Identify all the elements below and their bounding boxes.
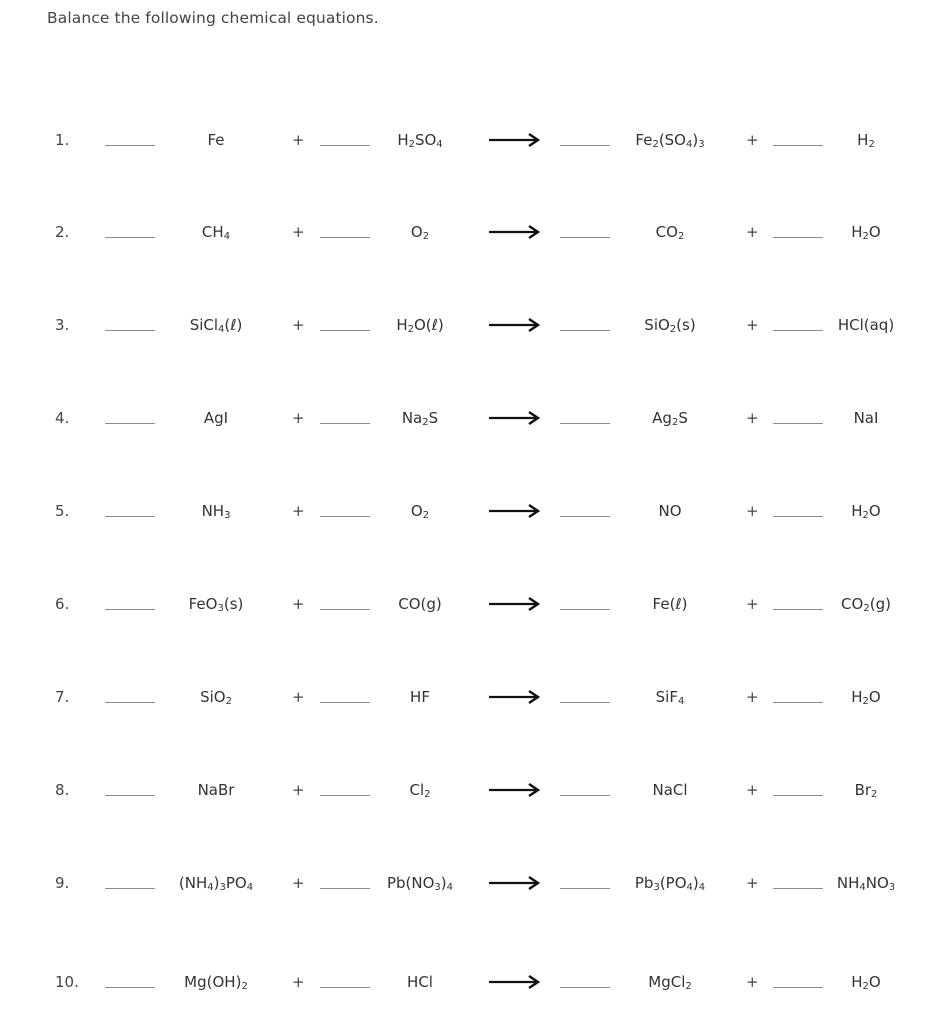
coefficient-blank-3[interactable] (560, 423, 610, 424)
equation-number: 2. (55, 223, 70, 241)
right-arrow-icon (489, 597, 541, 611)
coefficient-blank-2[interactable] (320, 423, 370, 424)
plus-sign: + (292, 781, 305, 799)
coefficient-blank-3[interactable] (560, 516, 610, 517)
coefficient-blank-3[interactable] (560, 609, 610, 610)
plus-sign: + (292, 131, 305, 149)
coefficient-blank-4[interactable] (773, 330, 823, 331)
equation-number: 5. (55, 502, 70, 520)
product-1: $Ag_2S$ (652, 409, 688, 428)
coefficient-blank-1[interactable] (105, 987, 155, 988)
coefficient-blank-4[interactable] (773, 237, 823, 238)
coefficient-blank-2[interactable] (320, 145, 370, 146)
coefficient-blank-3[interactable] (560, 237, 610, 238)
product-2: $Br_2$ (854, 781, 878, 800)
right-arrow-icon (489, 783, 541, 797)
coefficient-blank-3[interactable] (560, 795, 610, 796)
coefficient-blank-3[interactable] (560, 888, 610, 889)
equation-row-1 (0, 125, 934, 155)
equation-number: 7. (55, 688, 70, 706)
coefficient-blank-4[interactable] (773, 609, 823, 610)
equation-number: 6. (55, 595, 70, 613)
reactant-1: $CH_4$ (201, 223, 231, 242)
coefficient-blank-3[interactable] (560, 145, 610, 146)
product-1: $CO_2$ (655, 223, 685, 242)
reactant-2: $Cl_2$ (409, 781, 431, 800)
product-1: $Fe_2(SO_4)_3$ (635, 131, 705, 150)
reactant-1: FeO$_3$(s) (188, 595, 244, 614)
coefficient-blank-2[interactable] (320, 795, 370, 796)
right-arrow-icon (489, 411, 541, 425)
equation-number: 3. (55, 316, 70, 334)
reactant-2: HCl (407, 973, 433, 991)
reactant-1: $(NH_4)_3PO_4$ (178, 874, 254, 893)
plus-sign: + (746, 688, 759, 706)
coefficient-blank-2[interactable] (320, 516, 370, 517)
product-1: SiF$_4$ (655, 688, 685, 707)
equation-row-9 (0, 868, 934, 898)
coefficient-blank-3[interactable] (560, 987, 610, 988)
equation-number: 8. (55, 781, 70, 799)
plus-sign: + (292, 223, 305, 241)
right-arrow-icon (489, 318, 541, 332)
plus-sign: + (746, 223, 759, 241)
product-2: $H_2O$ (851, 502, 881, 521)
coefficient-blank-2[interactable] (320, 330, 370, 331)
reactant-2: HF (410, 688, 430, 706)
reactant-1: $Mg(OH)_2$ (184, 973, 248, 992)
coefficient-blank-2[interactable] (320, 237, 370, 238)
coefficient-blank-2[interactable] (320, 888, 370, 889)
plus-sign: + (746, 409, 759, 427)
plus-sign: + (292, 409, 305, 427)
coefficient-blank-4[interactable] (773, 145, 823, 146)
plus-sign: + (746, 973, 759, 991)
coefficient-blank-1[interactable] (105, 888, 155, 889)
reactant-2: $O_2$ (410, 502, 430, 521)
product-2: HCl(aq) (837, 316, 895, 334)
plus-sign: + (746, 131, 759, 149)
right-arrow-icon (489, 975, 541, 989)
reactant-1: SiO$_2$ (200, 688, 232, 707)
equation-number: 10. (55, 973, 79, 991)
product-2: $H_2O$ (851, 223, 881, 242)
plus-sign: + (292, 502, 305, 520)
equation-row-4 (0, 403, 934, 433)
coefficient-blank-4[interactable] (773, 423, 823, 424)
plus-sign: + (292, 316, 305, 334)
coefficient-blank-3[interactable] (560, 702, 610, 703)
equation-row-3 (0, 310, 934, 340)
right-arrow-icon (489, 690, 541, 704)
product-2: NaI (853, 409, 879, 427)
reactant-1: AgI (203, 409, 229, 427)
coefficient-blank-1[interactable] (105, 145, 155, 146)
coefficient-blank-2[interactable] (320, 702, 370, 703)
coefficient-blank-2[interactable] (320, 987, 370, 988)
plus-sign: + (292, 688, 305, 706)
product-2: $H_2O$ (851, 688, 881, 707)
right-arrow-icon (489, 225, 541, 239)
product-1: $Pb_3(PO_4)_4$ (634, 874, 706, 893)
coefficient-blank-3[interactable] (560, 330, 610, 331)
product-1: MgCl$_2$ (648, 973, 692, 992)
coefficient-blank-1[interactable] (105, 609, 155, 610)
product-1: SiO$_2$(s) (644, 316, 696, 335)
product-1: Fe(ℓ) (652, 595, 688, 613)
equation-row-2 (0, 217, 934, 247)
product-1: NO (658, 502, 682, 520)
coefficient-blank-4[interactable] (773, 888, 823, 889)
coefficient-blank-1[interactable] (105, 795, 155, 796)
plus-sign: + (292, 874, 305, 892)
right-arrow-icon (489, 504, 541, 518)
right-arrow-icon (489, 133, 541, 147)
plus-sign: + (292, 973, 305, 991)
product-2: $NH_4NO_3$ (836, 874, 896, 893)
reactant-2: $Pb(NO_3)_4$ (386, 874, 454, 893)
instructions: Balance the following chemical equations. (47, 9, 379, 27)
plus-sign: + (292, 595, 305, 613)
reactant-2: $O_2$ (410, 223, 430, 242)
reactant-2: $H_2SO_4$ (397, 131, 443, 150)
equation-number: 1. (55, 131, 70, 149)
reactant-1: Fe (207, 131, 225, 149)
equation-row-7 (0, 682, 934, 712)
product-2: $H_2$ (857, 131, 875, 150)
coefficient-blank-4[interactable] (773, 795, 823, 796)
reactant-1: NaBr (197, 781, 235, 799)
equation-row-6 (0, 589, 934, 619)
coefficient-blank-2[interactable] (320, 609, 370, 610)
reactant-1: $NH_3$ (201, 502, 231, 521)
coefficient-blank-1[interactable] (105, 423, 155, 424)
equation-number: 4. (55, 409, 70, 427)
plus-sign: + (746, 874, 759, 892)
product-2: $CO_2(g)$ (841, 595, 891, 614)
reactant-2: $Na_2S$ (401, 409, 439, 428)
product-1: NaCl (652, 781, 688, 799)
right-arrow-icon (489, 876, 541, 890)
equation-row-5 (0, 496, 934, 526)
equation-row-10 (0, 967, 934, 997)
coefficient-blank-1[interactable] (105, 516, 155, 517)
reactant-1: SiCl$_4$(ℓ) (189, 316, 243, 335)
reactant-2: CO(g) (398, 595, 442, 613)
equation-row-8 (0, 775, 934, 805)
product-2: $H_2O$ (851, 973, 881, 992)
coefficient-blank-4[interactable] (773, 702, 823, 703)
coefficient-blank-1[interactable] (105, 237, 155, 238)
plus-sign: + (746, 502, 759, 520)
equation-number: 9. (55, 874, 70, 892)
reactant-2: $H_2O(\ell)$ (396, 316, 444, 335)
coefficient-blank-4[interactable] (773, 516, 823, 517)
plus-sign: + (746, 595, 759, 613)
coefficient-blank-1[interactable] (105, 702, 155, 703)
coefficient-blank-1[interactable] (105, 330, 155, 331)
coefficient-blank-4[interactable] (773, 987, 823, 988)
plus-sign: + (746, 781, 759, 799)
plus-sign: + (746, 316, 759, 334)
